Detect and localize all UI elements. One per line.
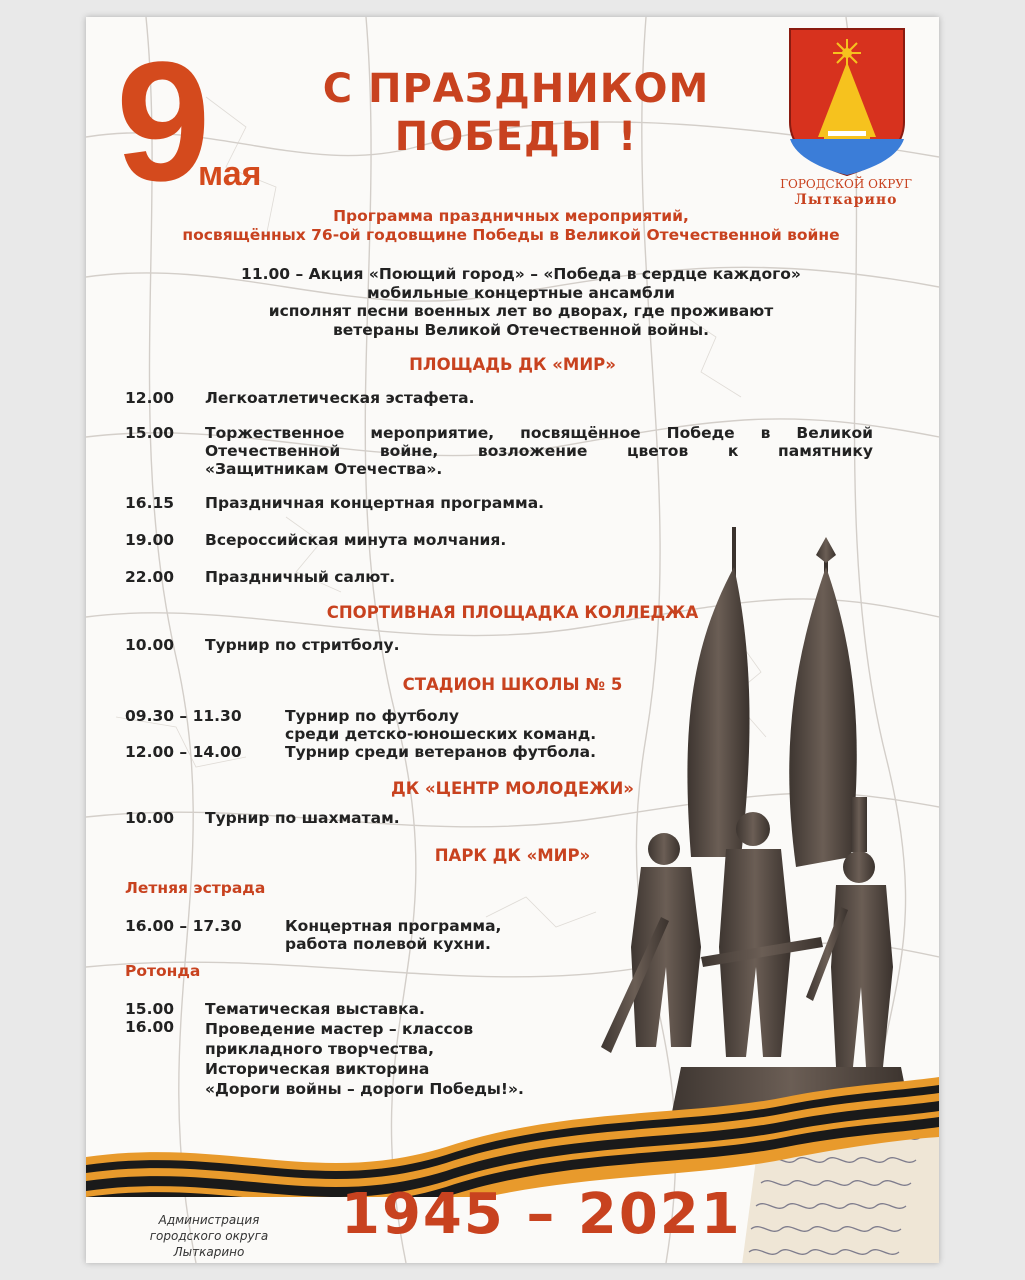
month-label: мая: [198, 155, 262, 193]
event-time: 16.00 – 17.30: [125, 917, 242, 935]
st-george-ribbon-icon: [86, 1077, 939, 1197]
event-time: 10.00: [125, 809, 175, 827]
subtitle-line-1: Программа праздничных мероприятий,: [333, 207, 689, 225]
event-desc-line: среди детско-юношеских команд.: [285, 724, 597, 743]
subsection-summer-stage: Летняя эстрада: [125, 879, 266, 897]
event-desc-line: Историческая викторина: [205, 1060, 430, 1079]
event-desc-line: Турнир по футболу: [285, 707, 459, 725]
event-desc: Легкоатлетическая эстафета.: [205, 389, 475, 407]
event-time: 22.00: [125, 568, 175, 586]
section-heading-dk-mir: ПЛОЩАДЬ ДК «МИР»: [409, 355, 616, 374]
admin-line-1: Администрация: [158, 1213, 260, 1227]
event-desc: Всероссийская минута молчания.: [205, 531, 507, 549]
event-desc: [205, 425, 873, 478]
event-time: 15.00: [125, 424, 175, 442]
event-desc-line: «Дороги войны – дороги Победы!».: [205, 1080, 524, 1099]
section-heading-college: СПОРТИВНАЯ ПЛОЩАДКА КОЛЛЕДЖА: [326, 603, 699, 622]
title-line-1: С ПРАЗДНИКОМ: [322, 66, 710, 112]
intro-line-4: ветераны Великой Отечественной войны.: [332, 320, 710, 339]
program-subtitle: [126, 207, 896, 244]
event-desc: Турнир среди ветеранов футбола.: [285, 743, 596, 761]
emblem-caption-top: ГОРОДСКОЙ ОКРУГ: [780, 177, 912, 191]
intro-line-1: 11.00 – Акция «Поющий город» – «Победа в сердце каждого»: [241, 265, 801, 283]
event-desc: Праздничный салют.: [205, 568, 396, 586]
poster: [86, 17, 939, 1263]
event-time: 12.00: [125, 389, 175, 407]
anniversary-years: 1945 – 2021: [341, 1182, 742, 1247]
event-desc-line: Концертная программа,: [285, 917, 502, 935]
page-title: [306, 65, 726, 161]
event-desc-line: Торжественное мероприятие, посвящённое Победе в Великой: [205, 424, 873, 442]
event-time: 10.00: [125, 636, 175, 654]
city-coat-of-arms-icon: [788, 27, 906, 177]
event-desc: Турнир по шахматам.: [205, 809, 400, 827]
event-desc: [285, 918, 501, 954]
event-desc: Праздничная концертная программа.: [205, 494, 545, 512]
event-desc-line: Проведение мастер – классов: [205, 1020, 474, 1038]
program-intro: [146, 265, 896, 339]
event-desc: Тематическая выставка.: [205, 1000, 425, 1018]
event-time: 16.00: [125, 1018, 175, 1036]
event-time: 09.30 – 11.30: [125, 707, 242, 725]
subsection-rotunda: Ротонда: [125, 962, 201, 980]
event-desc: Турнир по стритболу.: [205, 636, 400, 654]
section-heading-park: ПАРК ДК «МИР»: [434, 846, 591, 865]
section-heading-school5: СТАДИОН ШКОЛЫ № 5: [402, 675, 623, 694]
event-desc-line: работа полевой кухни.: [285, 934, 491, 953]
event-desc: [285, 708, 596, 744]
event-desc-line: Отечественной войне, возложение цветов к памятнику: [205, 441, 873, 460]
administration-signature: [134, 1212, 284, 1261]
title-line-2: ПОБЕДЫ !: [394, 114, 638, 160]
event-time: 19.00: [125, 531, 175, 549]
event-time: 12.00 – 14.00: [125, 743, 242, 761]
intro-line-3: исполнят песни военных лет во дворах, где проживают: [268, 302, 774, 321]
subtitle-line-2: посвящённых 76-ой годовщине Победы в Великой Отечественной войне: [182, 225, 840, 244]
event-desc-line: прикладного творчества,: [205, 1040, 435, 1059]
admin-line-2: городского округа Лыткарино: [149, 1229, 269, 1260]
intro-line-2: мобильные концертные ансамбли: [367, 283, 675, 302]
event-time: 16.15: [125, 494, 175, 512]
emblem-caption-city: Лыткарино: [794, 192, 898, 208]
event-time: 15.00: [125, 1000, 175, 1018]
event-desc-line: «Защитникам Отечества».: [205, 459, 443, 478]
day-number: 9: [116, 27, 205, 217]
section-heading-youth-center: ДК «ЦЕНТР МОЛОДЕЖИ»: [391, 779, 634, 798]
